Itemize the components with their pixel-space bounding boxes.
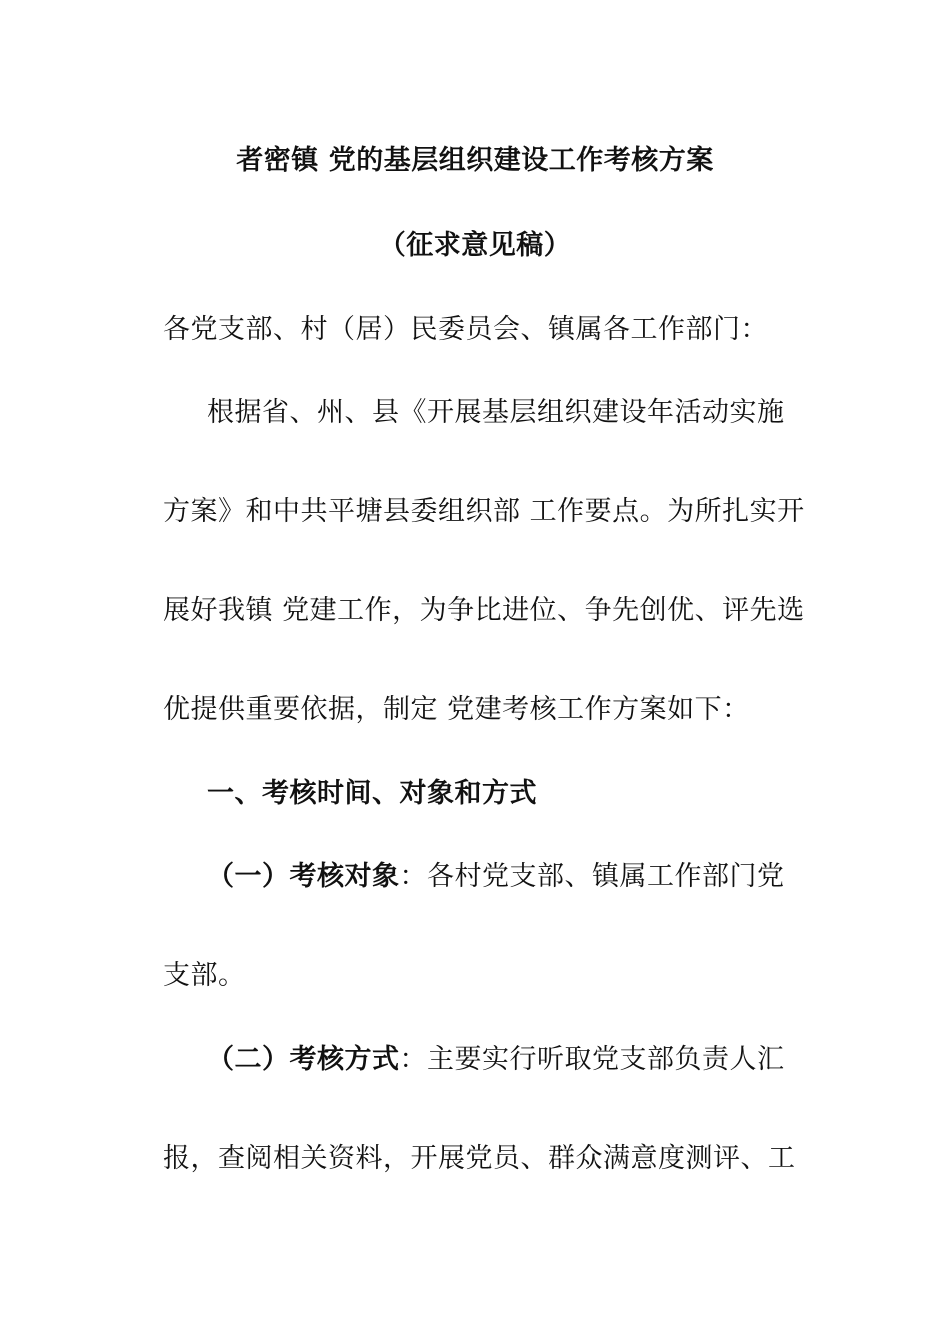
document-title: 者密镇 党的基层组织建设工作考核方案 [236, 145, 714, 176]
salutation: 各党支部、村（居）民委员会、镇属各工作部门： [163, 314, 768, 345]
intro-line-2: 方案》和中共平塘县委组织部 工作要点。为所扎实开 [163, 496, 805, 527]
document-subtitle: （征求意见稿） [378, 230, 572, 261]
intro-line-4: 优提供重要依据，制定 党建考核工作方案如下： [163, 694, 750, 725]
item2-label: （二）考核方式 [207, 1044, 400, 1075]
item1-line-1 [207, 859, 785, 895]
intro-line-3: 展好我镇 党建工作，为争比进位、争先创优、评先选 [163, 595, 805, 626]
section-heading-1: 一、考核时间、对象和方式 [207, 778, 537, 809]
item1-line-2: 支部。 [163, 960, 246, 991]
item2-line-2: 报，查阅相关资料，开展党员、群众满意度测评、工 [163, 1143, 796, 1174]
item2-line-1 [207, 1042, 785, 1078]
item1-text: 各村党支部、镇属工作部门党 [427, 861, 785, 892]
intro-line-1: 根据省、州、县《开展基层组织建设年活动实施 [207, 397, 785, 428]
item1-label: （一）考核对象 [207, 861, 400, 892]
item1-colon: ： [399, 861, 427, 892]
item2-text: 主要实行听取党支部负责人汇 [427, 1044, 785, 1075]
item2-colon: ： [399, 1044, 427, 1075]
